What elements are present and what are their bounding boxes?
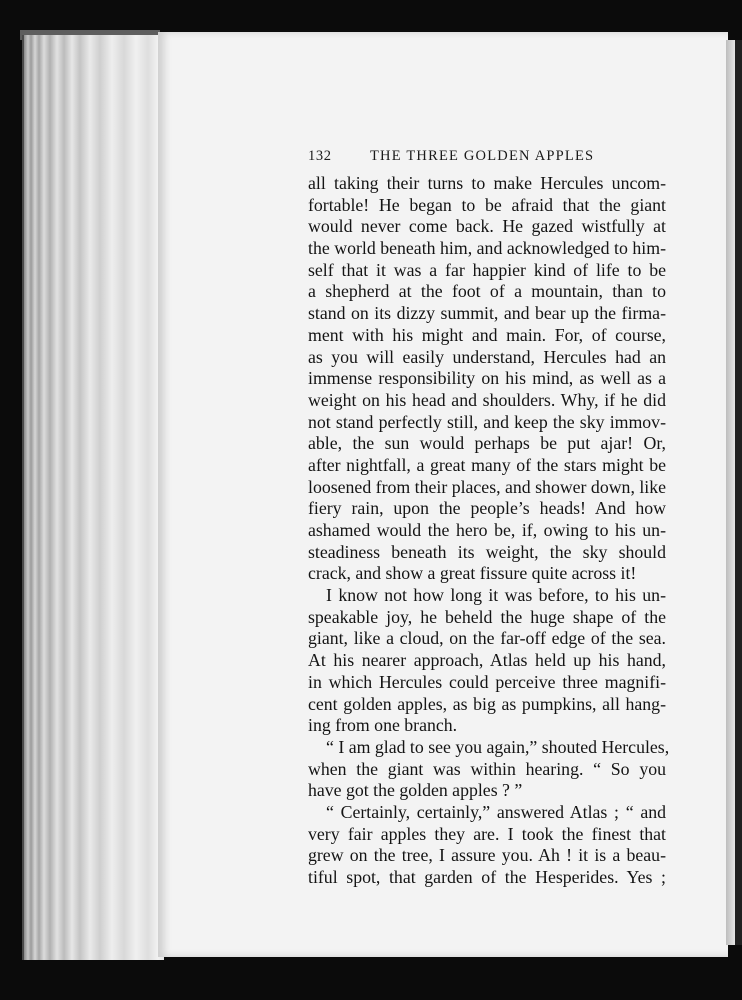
text-line: as you will easily understand, Hercules had an bbox=[308, 346, 666, 367]
text-line: I know not how long it was before, to his un- bbox=[326, 585, 666, 606]
text-line: At his nearer approach, Atlas held up his hand, bbox=[308, 650, 666, 671]
text-line: not stand perfectly still, and keep the sky immov- bbox=[308, 411, 666, 432]
text-line: able, the sun would perhaps be put ajar! Or, bbox=[308, 433, 666, 454]
text-line: fortable! He began to be afraid that the giant bbox=[308, 194, 666, 215]
text-line: have got the golden apples ? ” bbox=[308, 780, 523, 801]
page-gutter-shadow bbox=[735, 40, 742, 945]
text-line: very fair apples they are. I took the finest that bbox=[308, 823, 666, 844]
text-line: ing from one branch. bbox=[308, 715, 458, 736]
text-line: would never come back. He gazed wistfully at bbox=[308, 216, 666, 237]
text-line: crack, and show a great fissure quite across it! bbox=[308, 563, 637, 584]
running-title: THE THREE GOLDEN APPLES bbox=[370, 148, 595, 164]
text-line: ment with his might and main. For, of course, bbox=[308, 324, 666, 345]
text-line: speakable joy, he beheld the huge shape of the bbox=[308, 606, 666, 627]
text-line: self that it was a far happier kind of life to be bbox=[308, 259, 666, 280]
text-line: cent golden apples, as big as pumpkins, all hang- bbox=[308, 693, 666, 714]
text-line: giant, like a cloud, on the far-off edge of the sea. bbox=[308, 628, 666, 649]
text-line: ashamed would the hero be, if, owing to his un- bbox=[308, 520, 666, 540]
text-line: the world beneath him, and acknowledged to him- bbox=[308, 238, 666, 259]
book-page-edges bbox=[22, 35, 164, 960]
page-number: 132 bbox=[308, 148, 332, 164]
running-head bbox=[308, 148, 663, 168]
body-text bbox=[308, 173, 670, 889]
text-line: grew on the tree, I assure you. Ah ! it is a beau- bbox=[308, 845, 666, 866]
text-line: a shepherd at the foot of a mountain, than to bbox=[308, 281, 666, 302]
text-line: after nightfall, a great many of the stars might be bbox=[308, 454, 666, 475]
text-line: weight on his head and shoulders. Why, if he did bbox=[308, 389, 666, 410]
text-line: “ Certainly, certainly,” answered Atlas ; “ and bbox=[326, 801, 666, 822]
text-line: “ I am glad to see you again,” shouted Hercules, bbox=[326, 736, 670, 757]
text-line: tiful spot, that garden of the Hesperides. Yes ; bbox=[308, 867, 666, 887]
text-line: immense responsibility on his mind, as well as a bbox=[308, 368, 666, 389]
text-line: when the giant was within hearing. “ So you bbox=[308, 758, 666, 779]
text-line: all taking their turns to make Hercules uncom- bbox=[308, 173, 666, 193]
text-line: steadiness beneath its weight, the sky should bbox=[308, 541, 666, 562]
text-line: stand on its dizzy summit, and bear up the firma- bbox=[308, 303, 666, 324]
text-line: in which Hercules could perceive three magnifi- bbox=[308, 671, 666, 692]
text-line: fiery rain, upon the people’s heads! And how bbox=[308, 498, 666, 519]
text-line: loosened from their places, and shower down, like bbox=[308, 476, 666, 497]
